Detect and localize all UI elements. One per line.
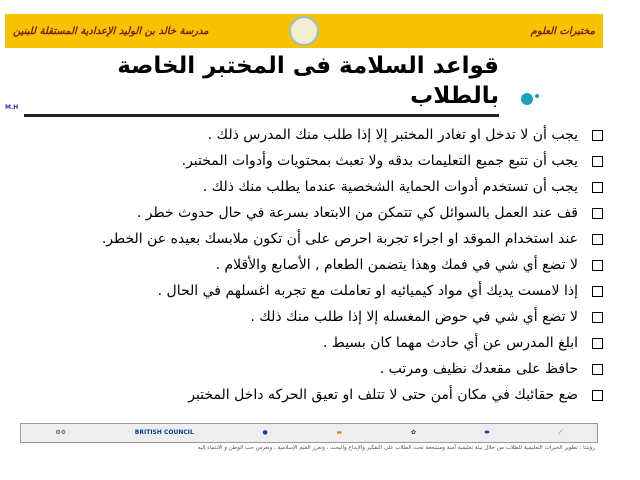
rule-text: لا تضع أي شي في فمك وهذا يتضمن الطعام , الأصابع والأقلام . [215, 257, 578, 274]
rule-text: يجب أن تستخدم أدوات الحماية الشخصية عندما يطلب منك ذلك . [202, 179, 578, 196]
checkbox-bullet-icon [592, 286, 603, 297]
rule-text: عند استخدام الموقد او اجراء تجربة احرص على أن تكون ملابسك بعيده عن الخطر. [101, 231, 578, 248]
rule-text: ابلغ المدرس عن أي حادث مهما كان بسيط . [323, 335, 578, 352]
checkbox-bullet-icon [592, 364, 603, 375]
checkbox-bullet-icon [592, 234, 603, 245]
header-bar [5, 14, 603, 48]
rule-item [5, 175, 603, 201]
council-logo-icon [517, 91, 543, 107]
rule-item [5, 253, 603, 279]
rule-text: إذا لامست يديك أي مواد كيميائيه او تعاملت مع تجربه اغسلهم في الحال . [157, 283, 578, 300]
checkbox-bullet-icon [592, 182, 603, 193]
partner-logo-icon: ✿ [410, 429, 416, 437]
rule-text: قف عند العمل بالسوائل كي تتمكن من الابتعاد بسرعة في حال حدوث خطر . [136, 205, 578, 222]
vision-statement: رؤيتنا : تطوير الخبرات التعليمية للطلاب من خلال بيئة تعليمية آمنة ومشجعة تحث الطلاب على التفكير والإبداع والبحث ، وتعزز القيم الإسلامية ، وتغرس حب الوطن و الانتماء إليه [197, 444, 595, 451]
partner-logo-icon: ▬ [336, 429, 343, 437]
checkbox-bullet-icon [592, 338, 603, 349]
rule-item [5, 383, 603, 409]
partner-logo-icon: ⟋ [558, 428, 563, 436]
checkbox-bullet-icon [592, 156, 603, 167]
checkbox-bullet-icon [592, 260, 603, 271]
partner-logo-icon: ⚙⚙ [55, 429, 67, 437]
rule-text: يجب أن تتبع جميع التعليمات بدقه ولا تعبث بمحتويات وأدوات المختبر. [181, 153, 578, 170]
rule-item [5, 279, 603, 305]
rule-item [5, 305, 603, 331]
rule-item [5, 331, 603, 357]
page-title: قواعد السلامة فى المختبر الخاصة بالطلاب [24, 52, 499, 117]
rule-text: ضع حقائبك في مكان أمن حتى لا تتلف او تعيق الحركه داخل المختبر [188, 387, 578, 404]
rule-text: يجب أن لا تدخل او تغادر المختبر إلا إذا طلب منك المدرس ذلك . [207, 127, 578, 144]
partner-logo-icon: ● [262, 429, 268, 437]
department-name: مختبرات العلوم [530, 25, 595, 37]
rule-item [5, 149, 603, 175]
partners-banner [20, 423, 598, 443]
checkbox-bullet-icon [592, 390, 603, 401]
rule-item [5, 227, 603, 253]
rule-item [5, 357, 603, 383]
partner-logo-icon: ⬬ [484, 428, 490, 436]
title-row [5, 52, 603, 117]
school-seal-icon [289, 16, 319, 46]
british-council-logo: BRITISH COUNCIL [134, 429, 194, 437]
school-name: مدرسة خالد بن الوليد الإعدادية المستقلة للبنين [13, 25, 209, 37]
rule-item [5, 123, 603, 149]
checkbox-bullet-icon [592, 208, 603, 219]
rule-item [5, 201, 603, 227]
rules-list [5, 123, 603, 409]
author-mark: M.H [5, 103, 19, 111]
checkbox-bullet-icon [592, 312, 603, 323]
checkbox-bullet-icon [592, 130, 603, 141]
rule-text: لا تضع أي شي في حوض المغسله إلا إذا طلب منك ذلك . [250, 309, 578, 326]
rule-text: حافظ على مقعدك نظيف ومرتب . [379, 361, 578, 378]
